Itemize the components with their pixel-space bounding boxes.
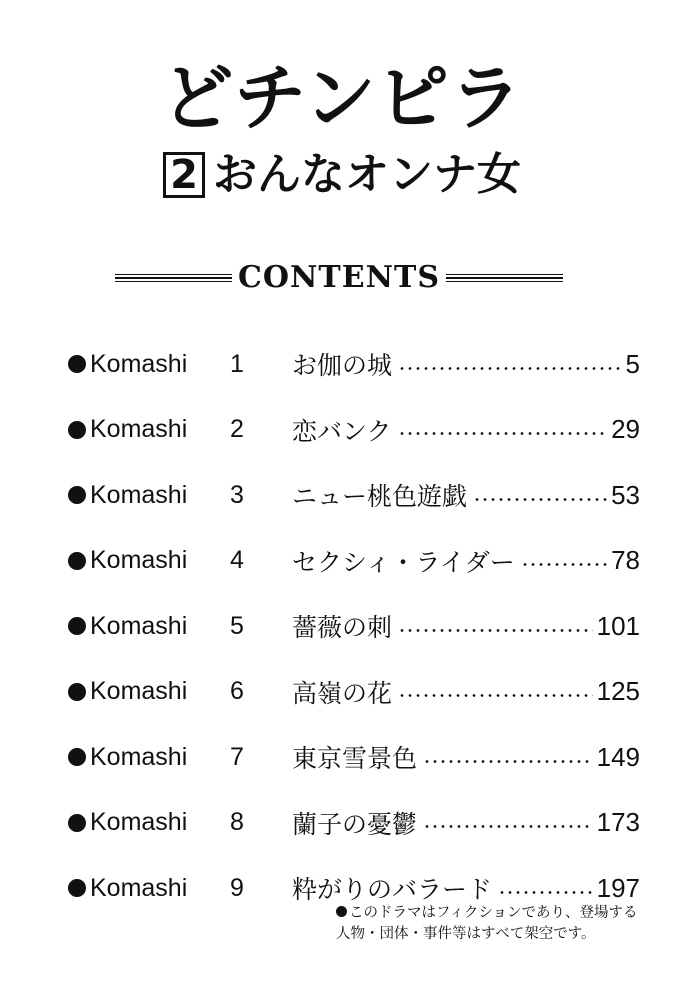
chapter-number: 8: [230, 808, 244, 836]
dot-leader: [398, 367, 622, 370]
dot-leader: [423, 760, 593, 763]
right-rule: [446, 274, 563, 283]
volume-number-box: 2: [163, 152, 205, 198]
chapter-number: 3: [230, 480, 244, 509]
chapter-number: 4: [230, 546, 244, 574]
chapter-number: 9: [230, 873, 244, 902]
table-of-contents: [68, 344, 640, 934]
bullet-icon: [68, 552, 86, 570]
bullet-icon: [68, 421, 86, 439]
dot-leader: [473, 498, 607, 501]
toc-row: [68, 344, 640, 384]
dot-leader: [398, 694, 593, 697]
chapter-title: お伽の城: [292, 351, 393, 380]
dot-leader: [521, 563, 607, 566]
chapter-title: 薔薇の刺: [292, 613, 393, 642]
toc-row: [68, 803, 640, 843]
page-number: 197: [596, 872, 640, 903]
bullet-icon: [68, 486, 86, 504]
page-number: 173: [596, 807, 640, 837]
chapter-label: Komashi: [90, 480, 188, 509]
page-number: 101: [596, 610, 640, 641]
toc-row: [68, 410, 640, 450]
left-rule: [115, 274, 232, 283]
toc-row: [68, 475, 640, 515]
chapter-title: 粋がりのバラード: [292, 875, 493, 904]
dot-leader: [423, 825, 593, 828]
bullet-icon: [68, 748, 86, 766]
chapter-number: 2: [230, 415, 244, 443]
notice-line-2: 人物・団体・事件等はすべて架空です。: [336, 926, 596, 942]
contents-label: CONTENTS: [237, 260, 441, 295]
toc-row: [68, 868, 640, 908]
dot-leader: [398, 432, 608, 435]
bullet-icon: [68, 879, 86, 897]
page-number: 29: [611, 414, 640, 444]
page-number: 78: [611, 545, 640, 575]
page-number: 149: [596, 741, 640, 772]
chapter-title: セクシィ・ライダー: [292, 547, 515, 577]
chapter-label: Komashi: [90, 742, 188, 771]
subtitle-text: おんなオンナ女: [213, 149, 521, 200]
dot-leader: [498, 891, 593, 894]
chapter-title: 蘭子の憂鬱: [292, 809, 418, 839]
chapter-title: 恋バンク: [292, 416, 392, 446]
chapter-number: 5: [230, 611, 244, 640]
toc-row: [68, 672, 640, 712]
chapter-label: Komashi: [90, 415, 188, 443]
chapter-label: Komashi: [90, 349, 188, 378]
bullet-icon: [68, 617, 86, 635]
bullet-icon: [336, 906, 347, 917]
toc-row: [68, 737, 640, 777]
contents-heading: [115, 258, 563, 298]
chapter-label: Komashi: [90, 677, 188, 705]
book-title: どチンピラ: [161, 56, 523, 140]
bullet-icon: [68, 683, 86, 701]
bullet-icon: [68, 814, 86, 832]
chapter-title: ニュー桃色遊戯: [292, 482, 468, 511]
chapter-title: 高嶺の花: [292, 678, 393, 708]
dot-leader: [398, 629, 593, 632]
chapter-number: 7: [230, 742, 244, 771]
chapter-number: 1: [230, 349, 244, 378]
page-number: 5: [625, 348, 640, 379]
chapter-label: Komashi: [90, 873, 188, 902]
chapter-label: Komashi: [90, 611, 188, 640]
chapter-title: 東京雪景色: [292, 744, 418, 773]
page-number: 53: [611, 479, 640, 510]
chapter-label: Komashi: [90, 808, 188, 836]
toc-row: [68, 541, 640, 581]
fiction-notice: [336, 903, 672, 945]
chapter-number: 6: [230, 677, 244, 705]
volume-subtitle: [0, 149, 684, 200]
toc-row: [68, 606, 640, 646]
bullet-icon: [68, 355, 86, 373]
page-number: 125: [596, 676, 640, 706]
notice-line-1: このドラマはフィクションであり、登場する: [349, 905, 638, 921]
chapter-label: Komashi: [90, 546, 188, 574]
